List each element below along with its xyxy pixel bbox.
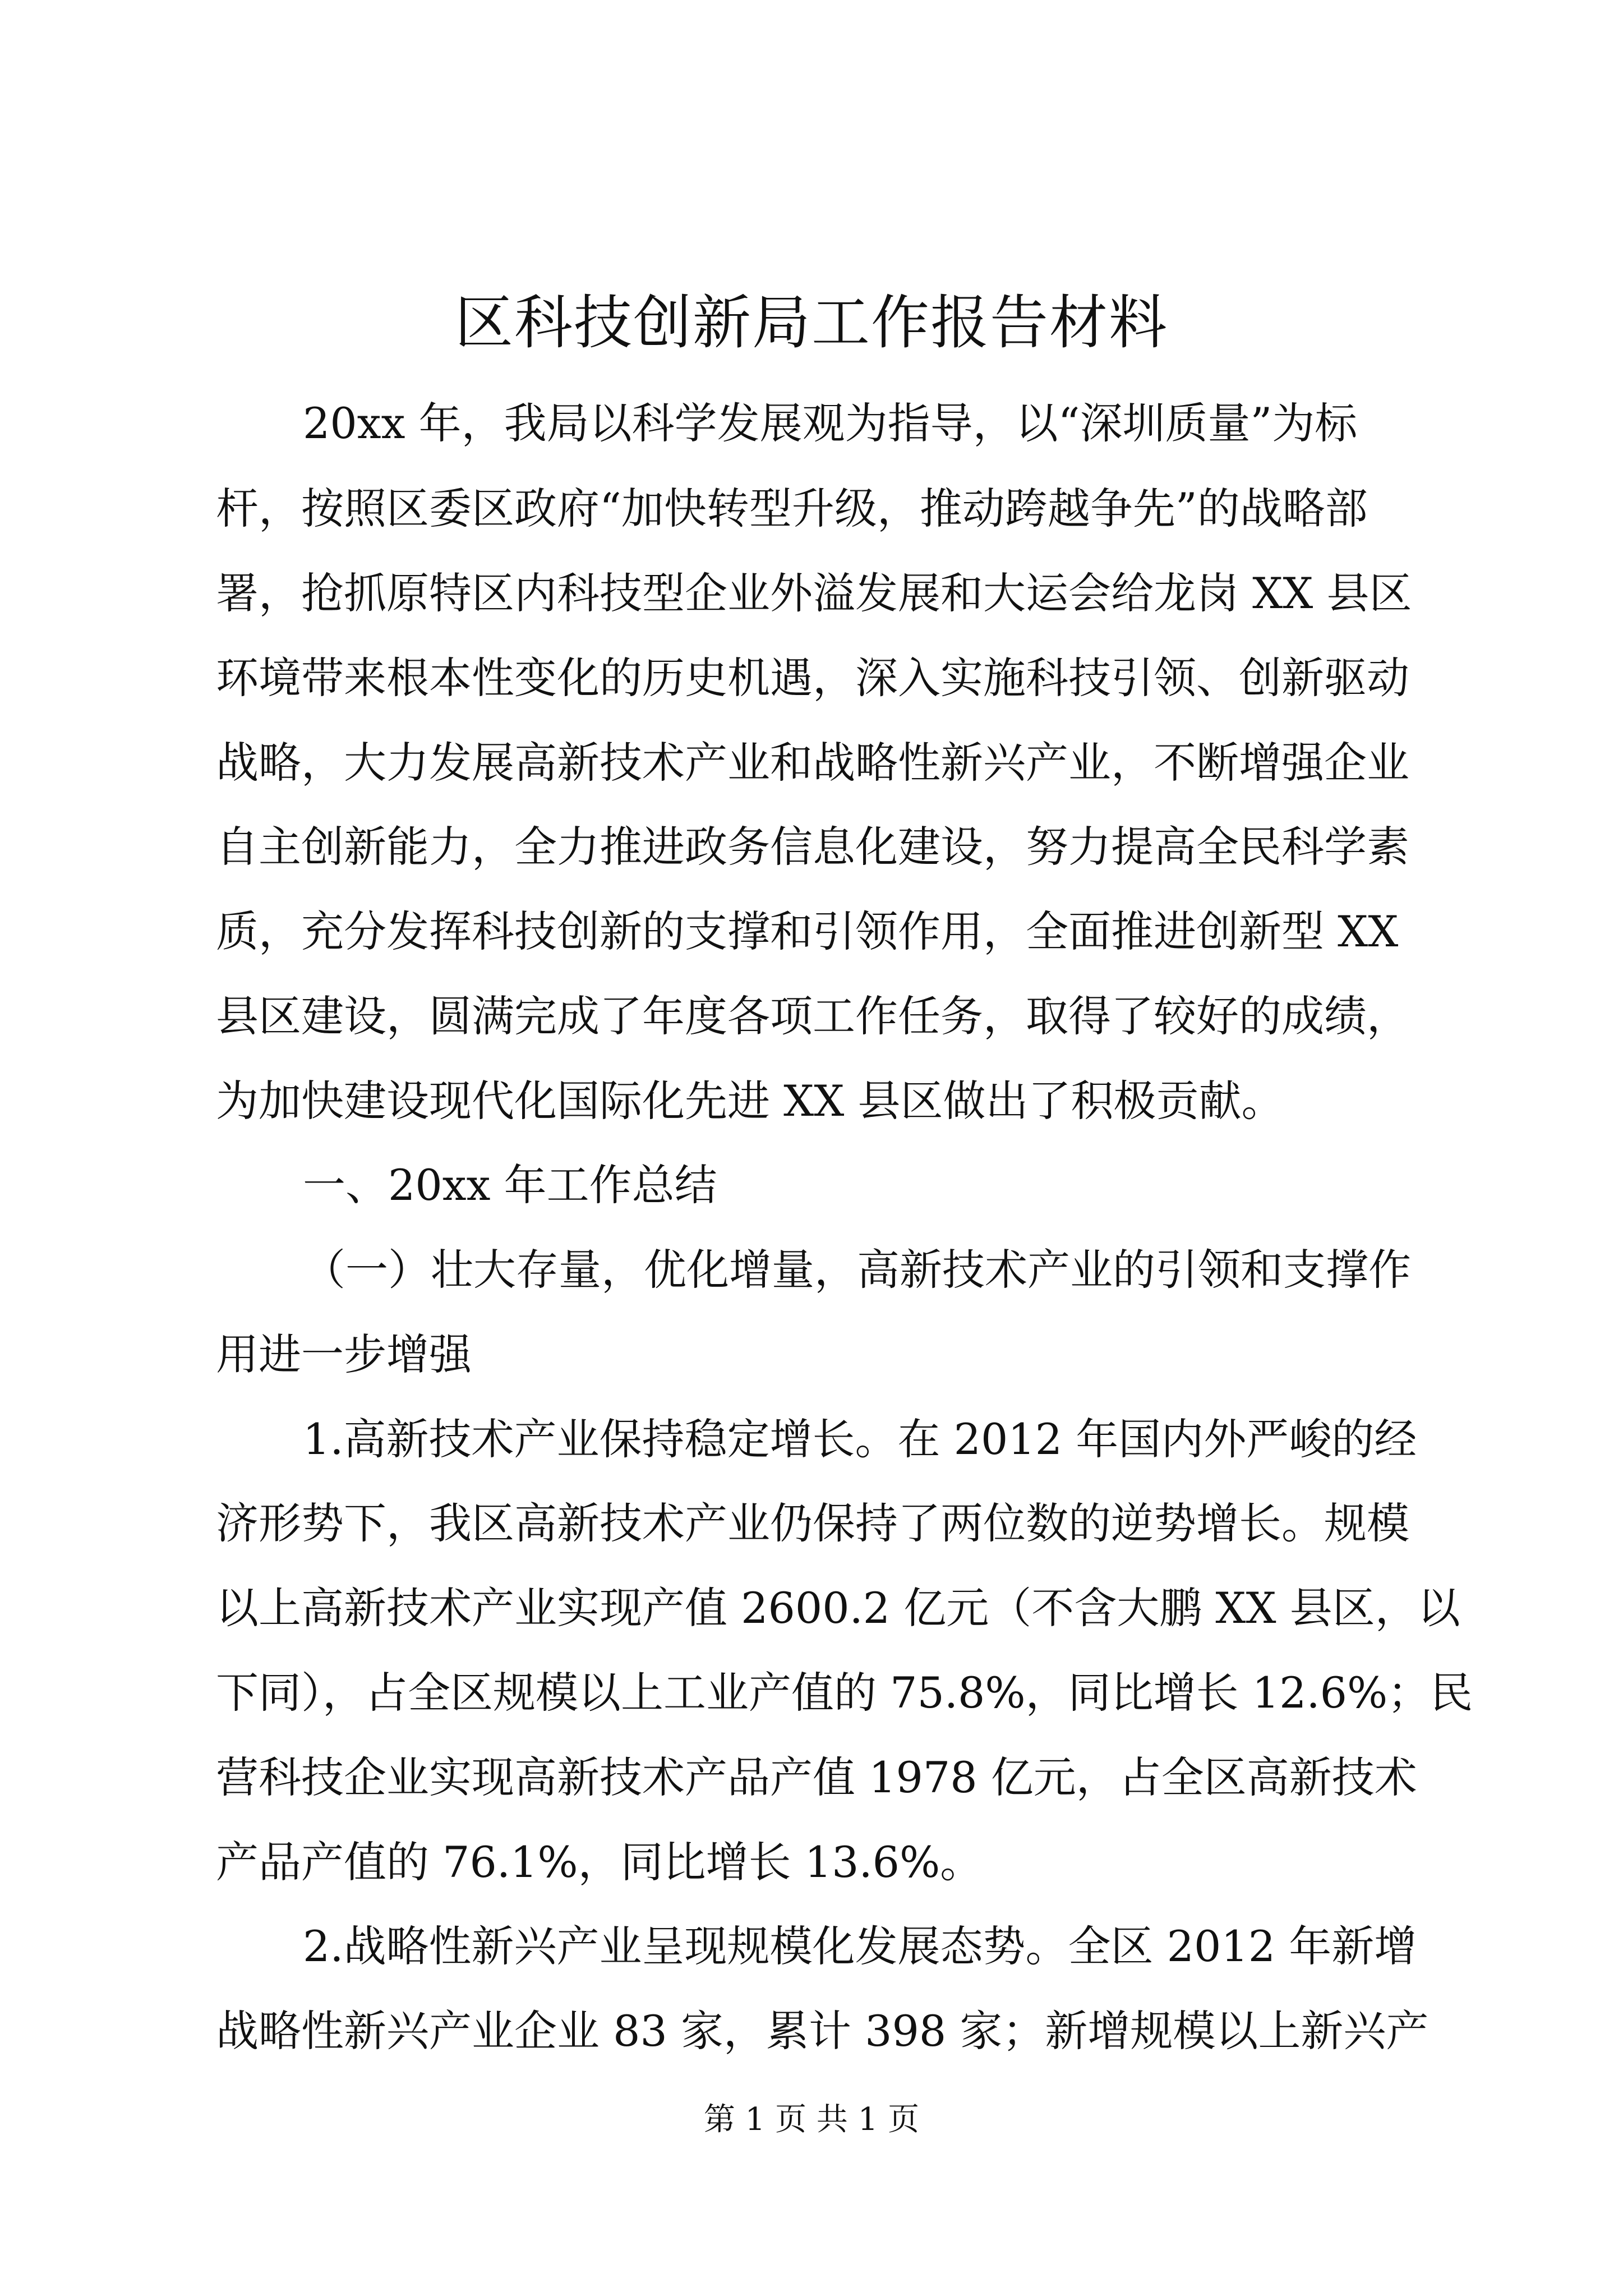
text-line: 为加快建设现代化国际化先进 XX 县区做出了积极贡献。 — [216, 1076, 1284, 1126]
text-line: 自主创新能力，全力推进政务信息化建设，努力提高全民科学素 — [216, 822, 1409, 872]
text-line: 以上高新技术产业实现产值 2600.2 亿元（不含大鹏 XX 县区，以 — [216, 1583, 1460, 1633]
text-line: 济形势下，我区高新技术产业仍保持了两位数的逆势增长。规模 — [216, 1498, 1409, 1548]
text-line: 环境带来根本性变化的历史机遇，深入实施科技引领、创新驱动 — [216, 653, 1409, 703]
text-line: 杆，按照区委区政府“加快转型升级，推动跨越争先”的战略部 — [216, 484, 1368, 533]
page-footer: 第 1 页 共 1 页 — [703, 2101, 920, 2138]
text-line: 战略性新兴产业企业 83 家，累计 398 家；新增规模以上新兴产 — [216, 2006, 1429, 2056]
text-line: 20xx 年，我局以科学发展观为指导，以“深圳质量”为标 — [303, 398, 1358, 448]
text-line: 营科技企业实现高新技术产品产值 1978 亿元，占全区高新技术 — [216, 1752, 1417, 1802]
text-line: 下同），占全区规模以上工业产值的 75.8%，同比增长 12.6%；民 — [216, 1668, 1473, 1718]
subsection-heading: （一）壮大存量，优化增量，高新技术产业的引领和支撑作 — [303, 1245, 1411, 1295]
text-line: 县区建设，圆满完成了年度各项工作任务，取得了较好的成绩， — [216, 991, 1409, 1041]
subsection-heading-continued: 用进一步增强 — [216, 1329, 472, 1379]
text-line: 2.战略性新兴产业呈现规模化发展态势。全区 2012 年新增 — [303, 1921, 1417, 1971]
text-line: 战略，大力发展高新技术产业和战略性新兴产业，不断增强企业 — [216, 738, 1409, 788]
text-line: 署，抢抓原特区内科技型企业外溢发展和大运会给龙岗 XX 县区 — [216, 568, 1412, 618]
document-title: 区科技创新局工作报告材料 — [454, 288, 1168, 357]
text-line: 1.高新技术产业保持稳定增长。在 2012 年国内外严峻的经 — [303, 1414, 1417, 1464]
text-line: 质，充分发挥科技创新的支撑和引领作用，全面推进创新型 XX — [216, 907, 1399, 956]
section-heading: 一、20xx 年工作总结 — [303, 1160, 717, 1210]
text-line: 产品产值的 76.1%，同比增长 13.6%。 — [216, 1837, 983, 1887]
